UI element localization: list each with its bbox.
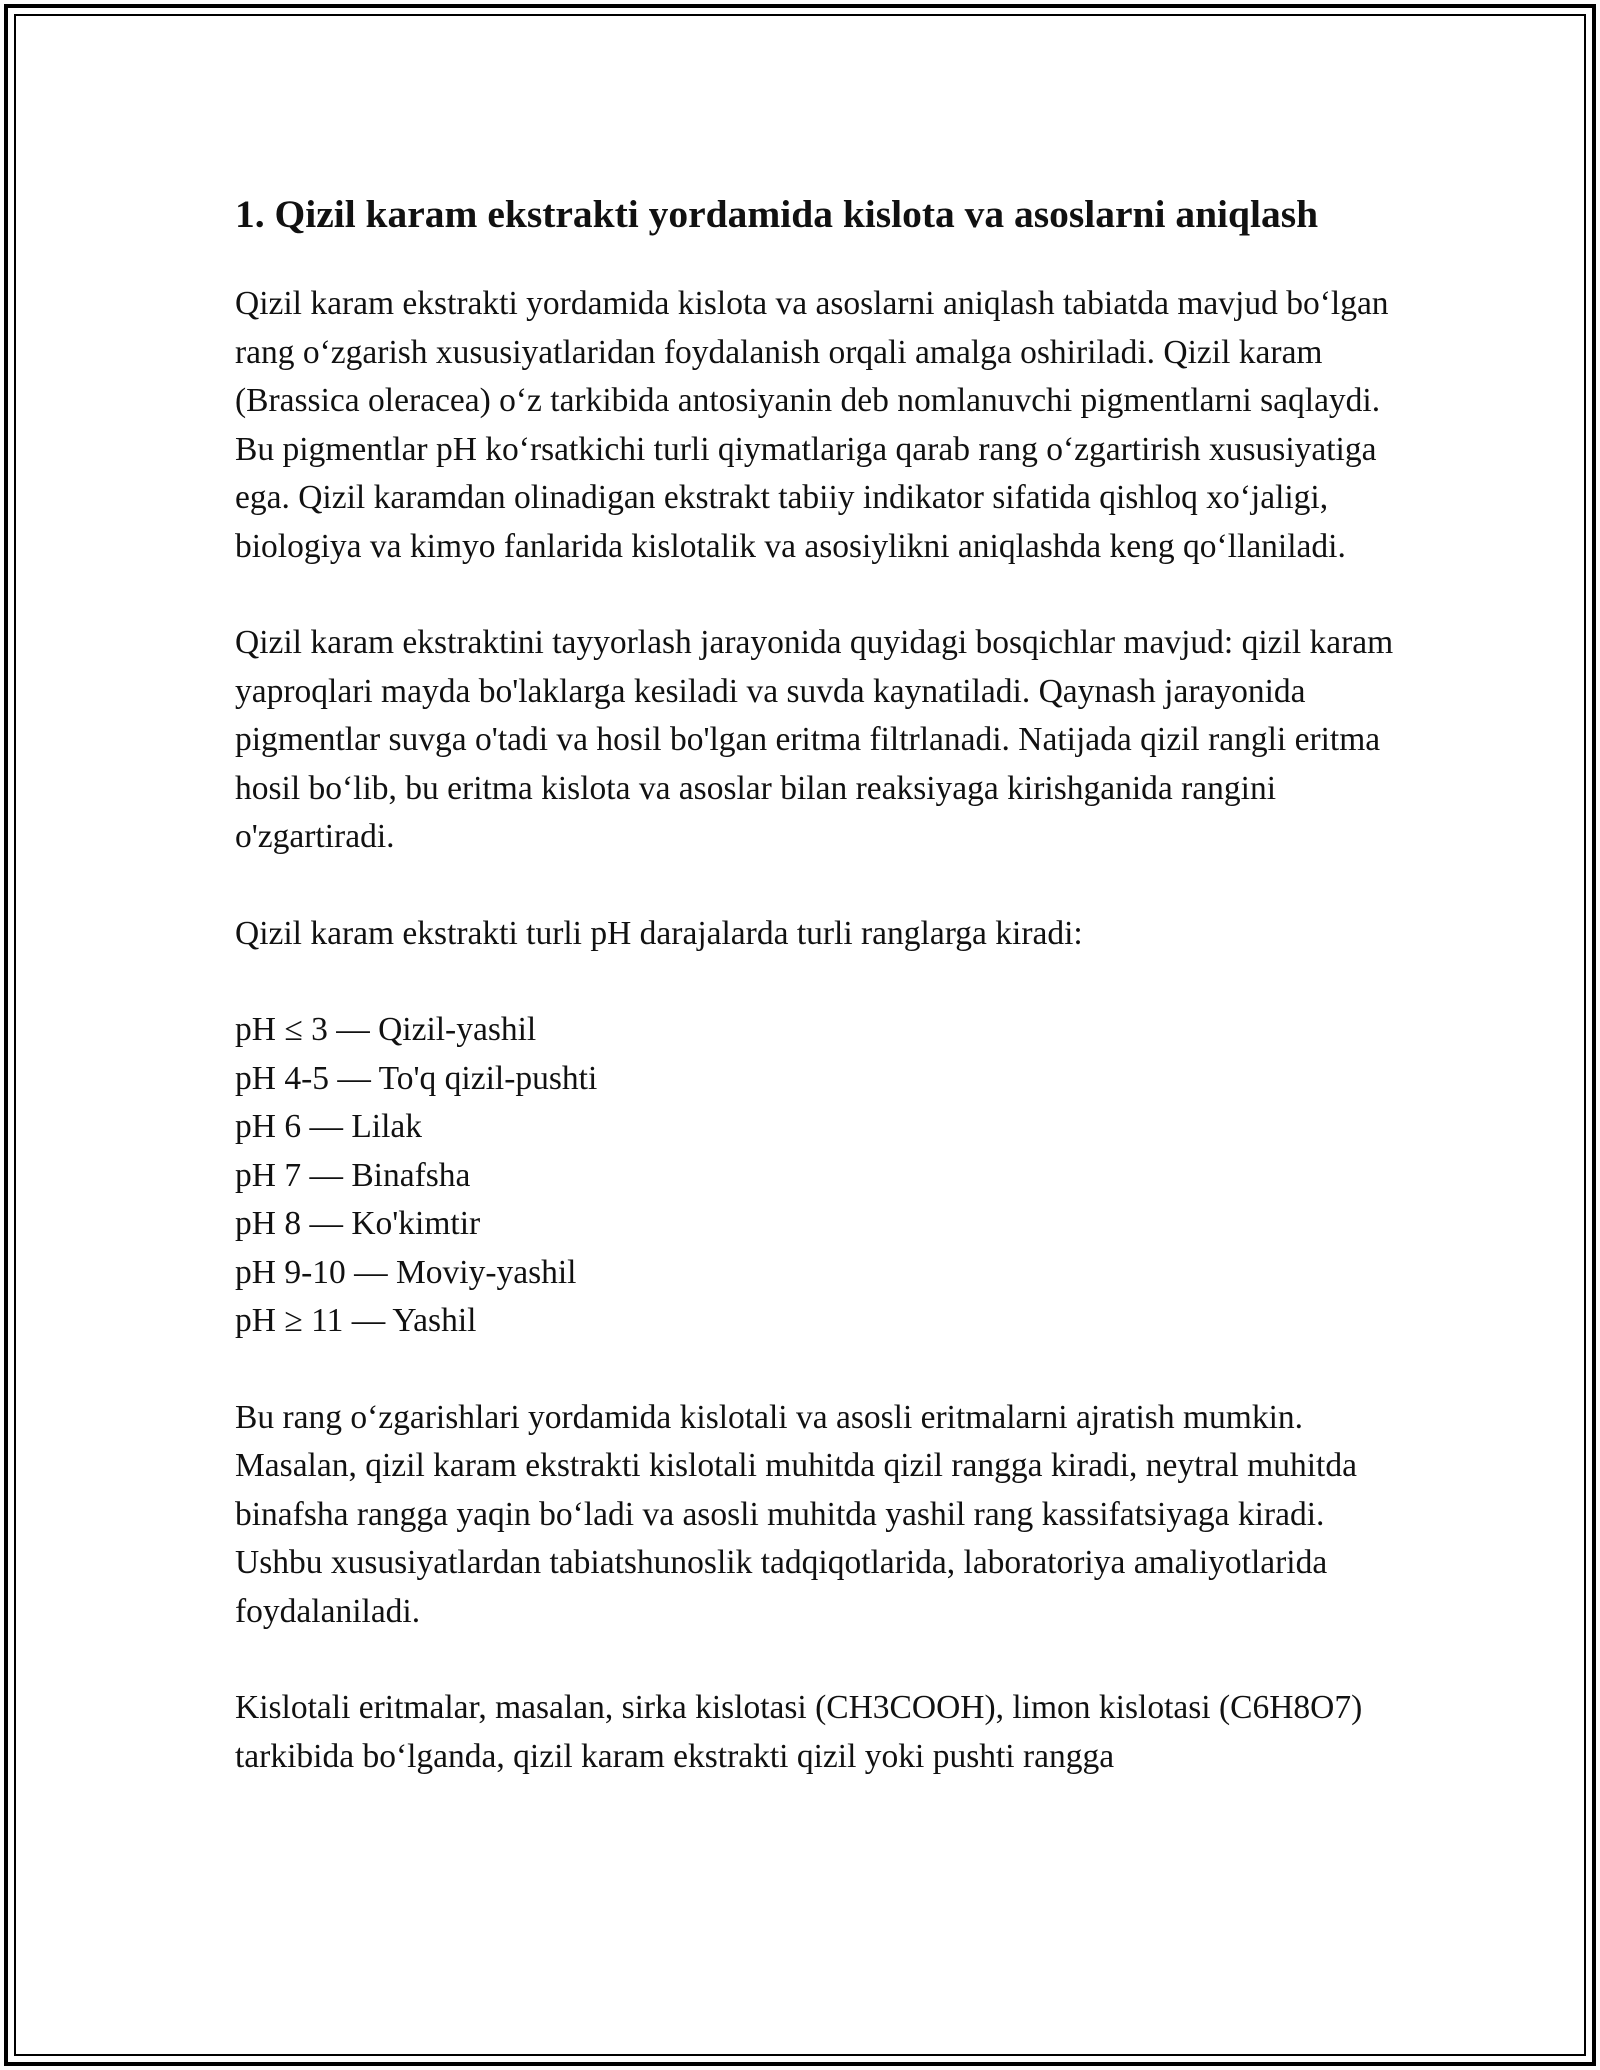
ph-color-list: [235, 1006, 1415, 1346]
paragraph-intro: Qizil karam ekstrakti yordamida kislota va asoslarni aniqlash tabiatda mavjud bo‘lgan rang o‘zgarish xususiyatlaridan foydalanish orqali amalga oshiriladi. Qizil karam (Brassica oleracea) o‘z tarkibida antosiyanin deb nomlanuvchi pigmentlarni saqlaydi. Bu pigmentlar pH ko‘rsatkichi turli qiymatlariga qarab rang o‘zgartirish xususiyatiga ega. Qizil karamdan olinadigan ekstrakt tabiiy indikator sifatida qishloq xo‘jaligi, biologiya va kimyo fanlarida kislotalik va asosiylikni aniqlashda keng qo‘llaniladi.: [235, 285, 1389, 565]
paragraph-color-changes: Bu rang o‘zgarishlari yordamida kislotali va asosli eritmalarni ajratish mumkin. Masalan, qizil karam ekstrakti kislotali muhitda qizil rangga kiradi, neytral muhitda binafsha rangga yaqin bo‘ladi va asosli muhitda yashil rang kassifatsiyaga kiradi. Ushbu xususiyatlardan tabiatshunoslik tadqiqotlarida, laboratoriya amaliyotlarida foydalaniladi.: [235, 1398, 1357, 1630]
list-item: pH 6 — Lilak: [235, 1108, 423, 1145]
document-body: [235, 186, 1415, 1829]
paragraph-acidic-solutions: Kislotali eritmalar, masalan, sirka kislotasi (CH3COOH), limon kislotasi (C6H8O7) tarkibida bo‘lganda, qizil karam ekstrakti qizil yoki pushti rangga: [235, 1689, 1363, 1775]
paragraph-preparation: Qizil karam ekstraktini tayyorlash jarayonida quyidagi bosqichlar mavjud: qizil karam yaproqlari mayda bo'laklarga kesiladi va suvda kaynatiladi. Qaynash jarayonida pigmentlar suvga o'tadi va hosil bo'lgan eritma filtrlanadi. Natijada qizil rangli eritma hosil bo‘lib, bu eritma kislota va asoslar bilan reaksiyaga kirishganida rangini o'zgartiradi.: [235, 624, 1394, 855]
section-heading: 1. Qizil karam ekstrakti yordamida kislota va asoslarni aniqlash: [235, 192, 1319, 236]
paragraph-ph-intro: Qizil karam ekstrakti turli pH darajalarda turli ranglarga kiradi:: [235, 914, 1083, 952]
list-item: pH 4-5 — To'q qizil-pushti: [235, 1059, 598, 1097]
list-item: pH 8 — Ko'kimtir: [235, 1205, 481, 1242]
list-item: pH ≥ 11 — Yashil: [235, 1302, 477, 1339]
list-item: pH 9-10 — Moviy-yashil: [235, 1253, 577, 1291]
list-item: pH 7 — Binafsha: [235, 1156, 471, 1194]
list-item: pH ≤ 3 — Qizil-yashil: [235, 1011, 537, 1048]
